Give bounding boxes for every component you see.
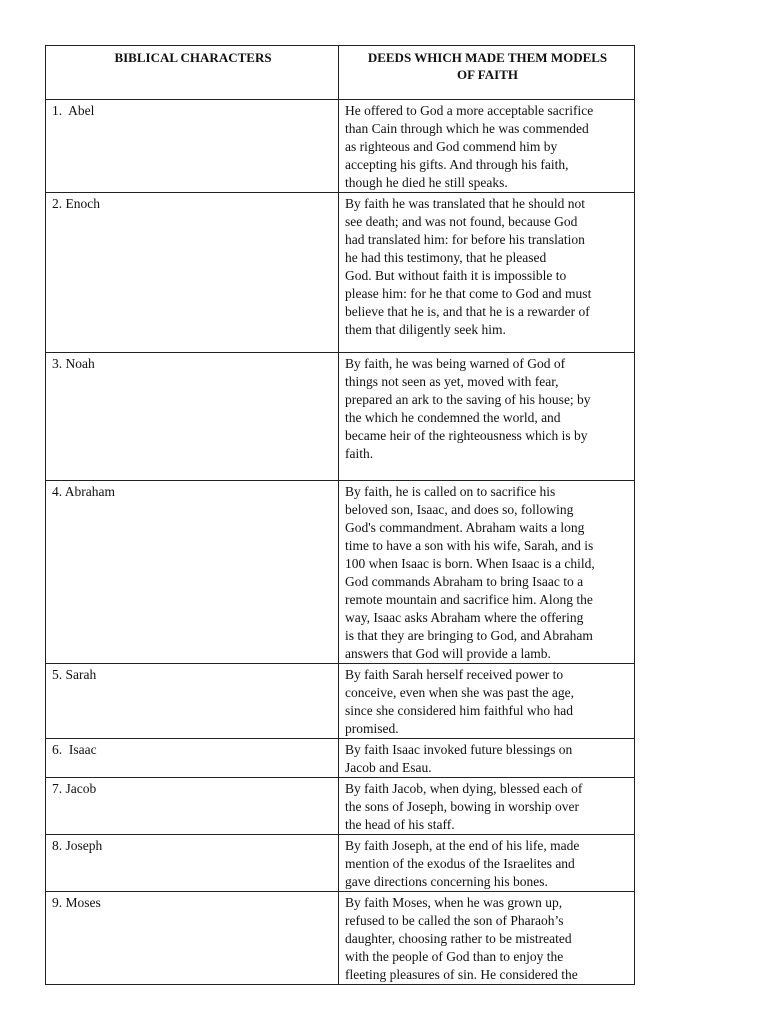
character-deed: By faith Isaac invoked future blessings on Jacob and Esau. — [339, 739, 635, 778]
header-deeds: DEEDS WHICH MADE THEM MODELS OF FAITH — [339, 46, 635, 100]
character-name: 1. Abel — [46, 100, 339, 193]
character-deed: By faith Joseph, at the end of his life, made mention of the exodus of the Israelites and gave directions concerning his bones. — [339, 835, 635, 892]
character-deed: By faith Moses, when he was grown up, refused to be called the son of Pharaoh’s daughter, choosing rather to be mistreated with the people of God than to enjoy the fleeting pleasures of sin. He considered the — [339, 892, 635, 985]
character-deed: By faith he was translated that he should not see death; and was not found, because God had translated him: for before his translation he had this testimony, that he pleased God. But without faith it is impossible to please him: for he that come to God and must believe that he is, and that he is a rewarder of them that diligently seek him. — [339, 193, 635, 353]
character-name: 9. Moses — [46, 892, 339, 985]
character-name: 2. Enoch — [46, 193, 339, 353]
table-row — [46, 835, 635, 892]
table-row — [46, 892, 635, 985]
character-name: 3. Noah — [46, 353, 339, 481]
table-row — [46, 481, 635, 664]
character-deed: By faith Sarah herself received power to conceive, even when she was past the age, since she considered him faithful who had promised. — [339, 664, 635, 739]
character-name: 4. Abraham — [46, 481, 339, 664]
table-row — [46, 778, 635, 835]
table-row — [46, 100, 635, 193]
table-header-row — [46, 46, 635, 100]
character-deed: He offered to God a more acceptable sacrifice than Cain through which he was commended as righteous and God commend him by accepting his gifts. And through his faith, though he died he still speaks. — [339, 100, 635, 193]
character-deed: By faith Jacob, when dying, blessed each of the sons of Joseph, bowing in worship over the head of his staff. — [339, 778, 635, 835]
character-name: 6. Isaac — [46, 739, 339, 778]
faith-models-table — [45, 45, 635, 985]
character-name: 8. Joseph — [46, 835, 339, 892]
character-deed: By faith, he is called on to sacrifice his beloved son, Isaac, and does so, following God's commandment. Abraham waits a long time to have a son with his wife, Sarah, and is 100 when Isaac is born. When Isaac is a child, God commands Abraham to bring Isaac to a remote mountain and sacrifice him. Along the way, Isaac asks Abraham where the offering is that they are bringing to God, and Abraham answers that God will provide a lamb. — [339, 481, 635, 664]
table-row — [46, 739, 635, 778]
character-name: 7. Jacob — [46, 778, 339, 835]
table-row — [46, 353, 635, 481]
header-biblical-characters: BIBLICAL CHARACTERS — [46, 46, 339, 100]
table-row — [46, 193, 635, 353]
character-name: 5. Sarah — [46, 664, 339, 739]
table-row — [46, 664, 635, 739]
character-deed: By faith, he was being warned of God of things not seen as yet, moved with fear, prepared an ark to the saving of his house; by the which he condemned the world, and became heir of the righteousness which is by faith. — [339, 353, 635, 481]
